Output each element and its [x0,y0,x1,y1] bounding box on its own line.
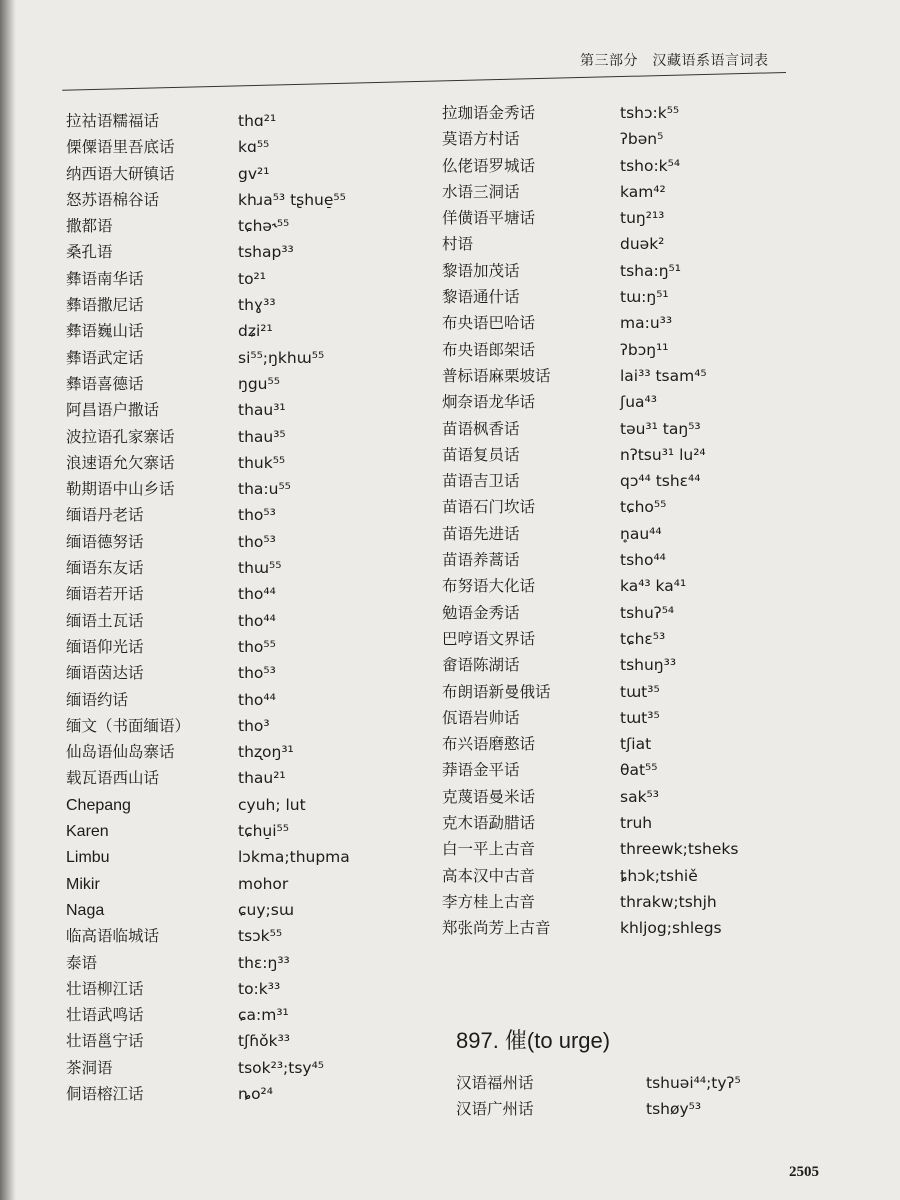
phonetic-form: tshøy⁵³ [646,1100,702,1119]
phonetic-form: tshuʔ⁵⁴ [620,603,675,622]
phonetic-form: tho⁴⁴ [238,611,276,630]
language-name: 黎语通什话 [442,288,520,307]
phonetic-form: khljog;shlegs [620,919,722,938]
phonetic-form: kam⁴² [620,182,666,201]
language-name: 临高语临城话 [66,927,160,946]
word-entry-row [442,389,738,415]
word-entry-row [442,863,738,889]
language-name: Karen [66,823,109,841]
language-name: 炯奈语龙华话 [442,393,536,412]
word-entry-row [442,442,738,468]
phonetic-form: thau³¹ [238,401,286,420]
language-name: 彝语巍山话 [66,322,144,341]
language-name: 村语 [442,235,474,254]
phonetic-form: tɯt³⁵ [620,708,660,727]
phonetic-form: θat⁵⁵ [620,761,658,780]
word-entry-row [66,687,350,713]
word-entry-row [66,318,350,344]
phonetic-form: tɯ:ŋ⁵¹ [620,288,669,307]
phonetic-form: thɛ:ŋ³³ [238,953,290,972]
word-entry-row [442,310,738,336]
phonetic-form: threewk;tsheks [620,840,739,859]
header-rule [62,72,786,91]
word-entry-row [66,923,350,949]
phonetic-form: tshɔ:k⁵⁵ [620,104,680,122]
language-name: 壮语邕宁话 [66,1032,144,1051]
phonetic-form: qɔ⁴⁴ tshɛ⁴⁴ [620,472,701,491]
word-entry-row [66,765,350,791]
phonetic-form: tʃiat [620,735,652,754]
language-name: 拉珈语金秀话 [442,104,536,122]
phonetic-form: mohor [238,874,289,893]
word-entry-row [66,1002,350,1028]
language-name: 莽语金平话 [442,761,520,780]
word-entry-row [442,626,738,652]
phonetic-form: thɑ²¹ [238,112,277,130]
language-name: 克木语勐腊话 [442,814,536,833]
left-column-wordlist [66,108,350,1107]
phonetic-form: tho³ [238,716,270,735]
phonetic-form: tʃɦǒk³³ [238,1032,290,1051]
language-name: 缅语若开话 [66,585,144,604]
language-name: 汉语福州话 [456,1074,534,1092]
phonetic-form: ma:u³³ [620,314,673,333]
phonetic-form: ʃua⁴³ [620,393,657,412]
language-name: 缅语茵达话 [66,664,144,683]
language-name: 茶洞语 [66,1058,113,1077]
word-entry-row [442,705,738,731]
language-name: 苗语石门坎话 [442,498,536,517]
language-name: 李方桂上古音 [442,892,536,911]
phonetic-form: tsho:k⁵⁴ [620,156,681,175]
language-name: 缅语东友话 [66,559,144,578]
phonetic-form: si⁵⁵;ŋkhɯ⁵⁵ [238,348,325,367]
word-entry-row [442,100,738,126]
entry-wordlist [456,1070,741,1123]
word-entry-row [66,739,350,765]
phonetic-form: tho⁵³ [238,532,276,551]
phonetic-form: thɣ³³ [238,296,276,315]
language-name: 布朗语新曼俄话 [442,682,551,701]
language-name: 黎语加茂话 [442,261,520,280]
phonetic-form: kɑ⁵⁵ [238,138,270,157]
word-entry-row [442,889,738,915]
language-name: 缅语仰光话 [66,637,144,656]
language-name: 勉语金秀话 [442,603,520,622]
language-name: 波拉语孔家寨话 [66,427,175,446]
language-name: 克蔑语曼米话 [442,787,536,806]
word-entry-row [66,1028,350,1054]
phonetic-form: thuk⁵⁵ [238,453,286,472]
phonetic-form: tho⁴⁴ [238,690,276,709]
word-entry-row [66,581,350,607]
phonetic-form: tha:u⁵⁵ [238,480,291,499]
phonetic-form: gv²¹ [238,164,270,183]
language-name: 缅语土瓦话 [66,611,144,630]
word-entry-row [66,345,350,371]
phonetic-form: to²¹ [238,269,266,288]
phonetic-form: tuŋ²¹³ [620,209,665,228]
language-name: 苗语枫香话 [442,419,520,438]
word-entry-row [66,608,350,634]
word-entry-row [66,476,350,502]
word-entry-row [66,792,350,818]
language-name: Naga [66,901,105,919]
phonetic-form: ȵo²⁴ [238,1084,273,1103]
language-name: Limbu [66,849,110,867]
phonetic-form: tɕho⁵⁵ [620,498,667,517]
language-name: 苗语复员话 [442,445,520,464]
language-name: 缅文（书面缅语） [66,716,191,735]
phonetic-form: ka⁴³ ka⁴¹ [620,577,687,596]
phonetic-form: tho⁵³ [238,506,276,525]
phonetic-form: ŋgu⁵⁵ [238,374,280,393]
word-entry-row [442,836,738,862]
page-number: 2505 [789,1164,819,1180]
word-entry-row [442,547,738,573]
phonetic-form: tho⁵⁵ [238,637,276,656]
phonetic-form: thɯ⁵⁵ [238,559,282,578]
phonetic-form: cyuh; lut [238,795,306,814]
language-name: 拉祜语糯福话 [66,112,160,130]
word-entry-row [442,205,738,231]
language-name: 水语三洞话 [442,182,520,201]
language-name: 撒都语 [66,217,113,236]
language-name: 郑张尚芳上古音 [442,919,551,938]
phonetic-form: ʔbɔŋ¹¹ [620,340,669,359]
phonetic-form: sak⁵³ [620,787,659,806]
phonetic-form: tho⁴⁴ [238,585,276,604]
language-name: 苗语养蒿话 [442,551,520,570]
word-entry-row [66,1055,350,1081]
phonetic-form: thau²¹ [238,769,286,788]
book-binding-shadow [0,0,16,1200]
running-header: 第三部分 汉藏语系语言词表 [580,53,769,69]
phonetic-form: khɹa⁵³ tʂhue̠⁵⁵ [238,190,346,209]
word-entry-row [442,337,738,363]
word-entry-row [66,266,350,292]
language-name: 彝语撒尼话 [66,296,144,315]
language-name: 傈僳语里吾底话 [66,138,175,157]
language-name: 高本汉中古音 [442,866,536,885]
word-entry-row [442,731,738,757]
entry-heading: 897. 催(to urge) [456,1028,611,1053]
language-name: 浪速语允欠寨话 [66,453,175,472]
language-name: 佤语岩帅话 [442,708,520,727]
phonetic-form: təu³¹ taŋ⁵³ [620,419,701,438]
language-name: 布努语大化话 [442,577,536,596]
language-name: 壮语柳江话 [66,979,144,998]
word-entry-row [442,284,738,310]
language-name: 彝语武定话 [66,348,144,367]
phonetic-form: ʔbən⁵ [620,130,664,149]
word-entry-row [66,108,350,134]
language-name: 布央语郎架话 [442,340,536,359]
word-entry-row [442,521,738,547]
word-entry-row [442,757,738,783]
phonetic-form: nʔtsu³¹ lu²⁴ [620,445,706,464]
word-entry-row [66,213,350,239]
language-name: 布央语巴哈话 [442,314,536,333]
word-entry-row [442,416,738,442]
language-name: 彝语南华话 [66,269,144,288]
language-name: 莫语方村话 [442,130,520,149]
phonetic-form: tsha:ŋ⁵¹ [620,261,681,280]
language-name: 缅语丹老话 [66,506,144,525]
language-name: Chepang [66,796,131,814]
word-entry-row [442,784,738,810]
language-name: 泰语 [66,953,98,972]
phonetic-form: tɕhə˞⁵⁵ [238,217,290,236]
language-name: 布兴语磨憨话 [442,735,536,754]
word-entry-row [442,468,738,494]
phonetic-form: tsɔk⁵⁵ [238,927,283,946]
phonetic-form: thrakw;tshjh [620,892,717,911]
word-entry-row [442,126,738,152]
word-entry-row [66,634,350,660]
word-entry-row [442,363,738,389]
word-entry-row [66,950,350,976]
phonetic-form: lai³³ tsam⁴⁵ [620,366,707,385]
phonetic-form: tho⁵³ [238,664,276,683]
word-entry-row [442,652,738,678]
language-name: 白一平上古音 [442,840,536,859]
language-name: 缅语约话 [66,690,129,709]
phonetic-form: tsho⁴⁴ [620,551,666,570]
word-entry-row [66,239,350,265]
phonetic-form: tshap³³ [238,243,294,262]
word-entry-row [66,424,350,450]
word-entry-row [66,161,350,187]
language-name: Mikir [66,875,100,893]
phonetic-form: lɔkma;thupma [238,848,350,867]
word-entry-row [66,371,350,397]
word-entry-row [456,1070,741,1096]
language-name: 勒期语中山乡话 [66,480,175,499]
word-entry-row [66,555,350,581]
word-entry-row [66,529,350,555]
phonetic-form: tɯt³⁵ [620,682,660,701]
language-name: 苗语先进话 [442,524,520,543]
word-entry-row [66,1081,350,1107]
phonetic-form: n̥au⁴⁴ [620,524,662,543]
word-entry-row [66,187,350,213]
language-name: 佯僙语平塘话 [442,209,536,228]
language-name: 阿昌语户撒话 [66,401,160,420]
language-name: 纳西语大研镇话 [66,164,175,183]
phonetic-form: tɕhɛ⁵³ [620,629,666,648]
phonetic-form: tɕhu̠i⁵⁵ [238,822,289,841]
phonetic-form: duək² [620,235,665,254]
language-name: 巴哼语文界话 [442,629,536,648]
language-name: 怒苏语棉谷话 [66,190,160,209]
language-name: 侗语榕江话 [66,1084,144,1103]
word-entry-row [442,573,738,599]
phonetic-form: ȶhɔk;tshiě [620,866,698,885]
word-entry-row [66,660,350,686]
word-entry-row [442,258,738,284]
language-name: 彝语喜德话 [66,374,144,393]
word-entry-row [442,915,738,941]
language-name: 壮语武鸣话 [66,1006,144,1025]
word-entry-row [442,153,738,179]
word-entry-row [66,397,350,423]
word-entry-row [66,292,350,318]
right-column-wordlist [442,100,738,942]
word-entry-row [442,810,738,836]
word-entry-row [66,818,350,844]
phonetic-form: dʑi²¹ [238,322,273,341]
phonetic-form: ɕuy;sɯ [238,900,294,919]
word-entry-row [442,179,738,205]
phonetic-form: thau³⁵ [238,427,286,446]
language-name: 苗语吉卫话 [442,472,520,491]
language-name: 仙岛语仙岛寨话 [66,743,175,762]
phonetic-form: tshuŋ³³ [620,656,677,675]
phonetic-form: tshuəi⁴⁴;tyʔ⁵ [646,1074,741,1092]
word-entry-row [66,871,350,897]
phonetic-form: tsok²³;tsy⁴⁵ [238,1058,325,1077]
language-name: 普标语麻栗坡话 [442,366,551,385]
word-entry-row [456,1096,741,1122]
word-entry-row [66,502,350,528]
word-entry-row [442,231,738,257]
phonetic-form: to:k³³ [238,979,281,998]
language-name: 载瓦语西山话 [66,769,160,788]
word-entry-row [66,976,350,1002]
language-name: 汉语广州话 [456,1100,534,1119]
language-name: 缅语德努话 [66,532,144,551]
language-name: 畲语陈湖话 [442,656,520,675]
phonetic-form: thʐoŋ³¹ [238,743,294,762]
word-entry-row [66,897,350,923]
phonetic-form: truh [620,814,653,833]
word-entry-row [442,494,738,520]
word-entry-row [66,134,350,160]
word-entry-row [442,600,738,626]
language-name: 桑孔语 [66,243,113,262]
word-entry-row [66,844,350,870]
word-entry-row [66,450,350,476]
language-name: 仫佬语罗城话 [442,156,536,175]
word-entry-row [66,713,350,739]
word-entry-row [442,679,738,705]
phonetic-form: ɕa:m³¹ [238,1006,289,1025]
